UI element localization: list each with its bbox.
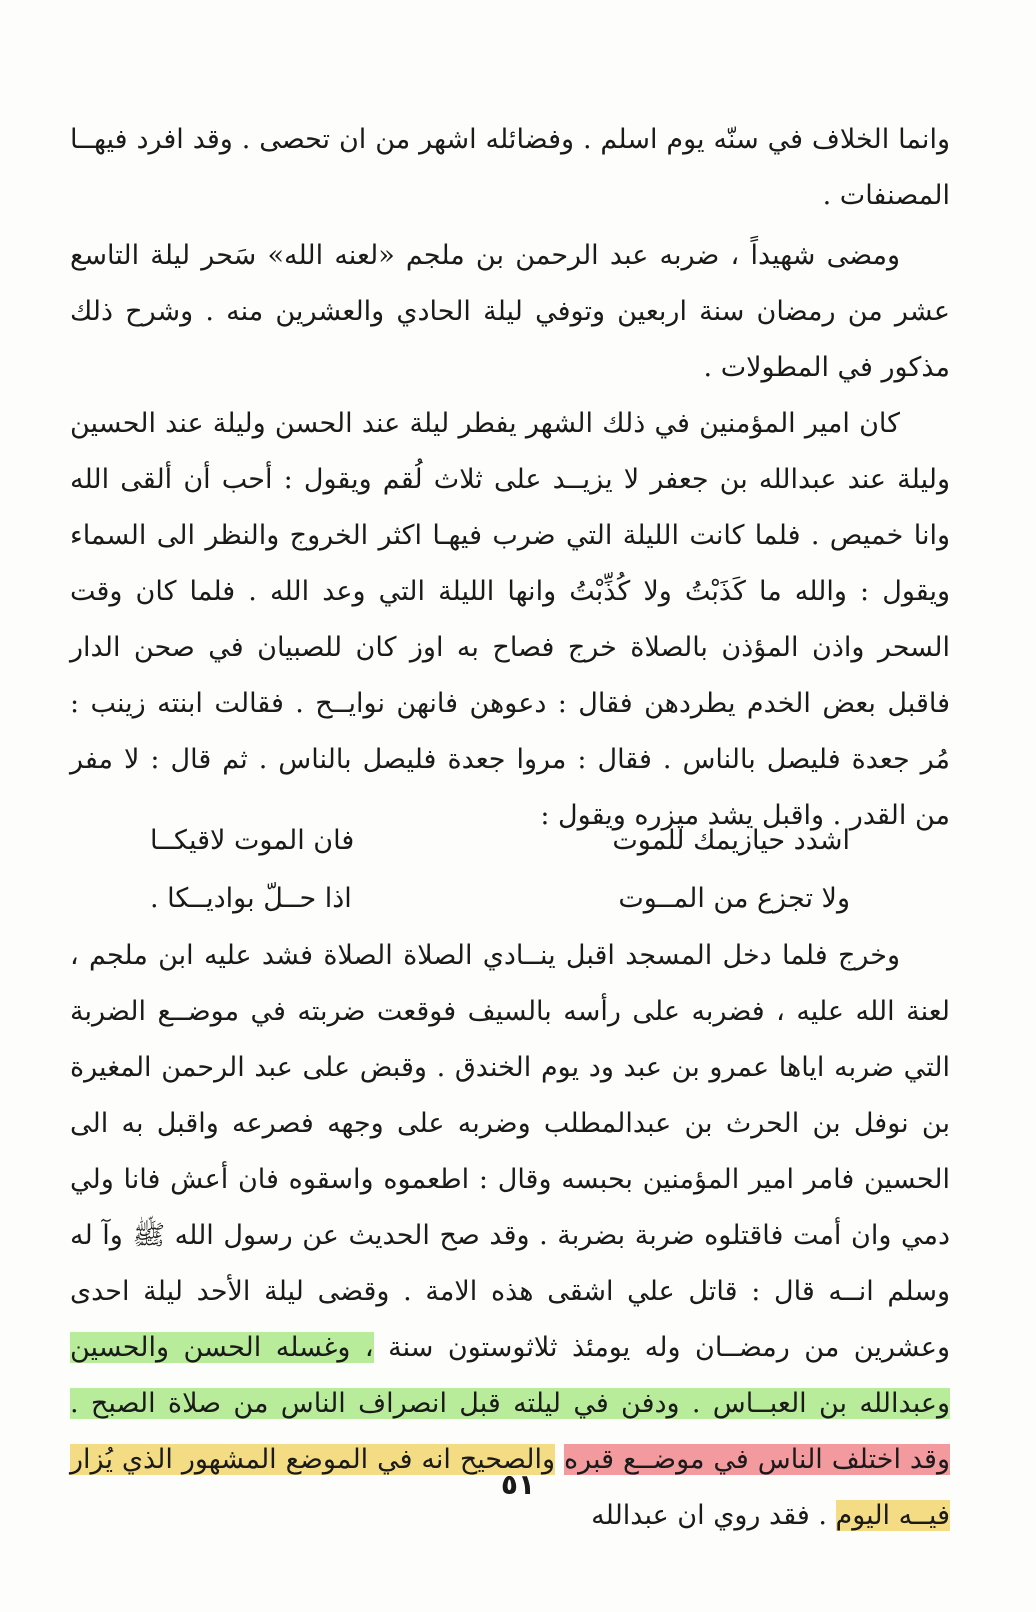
paragraph-4-text: وخرج فلما دخل المسجد اقبل ينــادي الصلاة الصلاة فشد عليه ابن ملجم ، لعنة الله عليه ، فضربه على رأسه بالسيف فوقعت ضربته في موضــع الضربة التي ضربه اياها عمرو بن عبد ود يوم الخندق . وقبض على عبد الرحمن المغيرة بن نوفل بن الحرث بن عبدالمطلب وضربه على وجهه فصرعه واقبل به الى الحسين فامر امير المؤمنين بحبسه وقال : اطعموه واسقوه فان أعش فانا ولي دمي وان أمت فاقتلوه ضربة بضربة . وقد صح الحديث عن رسول الله ﷺ وآ له وسلم انــه قال : قاتل علي اشقى هذه الامة . وقضى ليلة الأحد ليلة احدى وعشرين من رمضــان وله يومئذ ثلاثوستون سنة — [70, 940, 950, 1363]
highlight-red: وقد اختلف الناس في موضــع قبره — [563, 1444, 950, 1475]
verse-hemistich-1-right: اشدد حيازيمك للموت — [612, 825, 850, 856]
paragraph-3: كان امير المؤمنين في ذلك الشهر يفطر ليلة عند الحسن وليلة عند الحسين وليلة عند عبدالله بن جعفر لا يزيــد على ثلاث لُقم ويقول : أحب أن ألقى الله وانا خميص . فلما كانت الليلة التي ضرب فيهـا اكثر الخروج والنظر الى السماء ويقول : والله ما كَذَبْتُ ولا كُذِّبْتُ وانها الليلة التي وعد الله . فلما كان وقت السحر واذن المؤذن بالصلاة خرج فصاح به اوز كان للصبيان في صحن الدار فاقبل بعض الخدم يطردهن فقال : دعوهن فانهن نوايــح . فقالت ابنته زينب : مُر جعدة فليصل بالناس . فقال : مروا جعدة فليصل بالناس . ثم قال : لا مفر من القدر . واقبل يشد ميزره ويقول : — [70, 408, 950, 831]
highlight-green: ، وغسله الحسن والحسين وعبدالله بن العبــاس . ودفن في ليلته قبل انصراف الناس من صلاة الصبح . — [70, 1332, 950, 1419]
paragraph-4 — [70, 928, 950, 1544]
highlight-yellow: والصحيح انه في الموضع المشهور الذي يُزار فيــه اليوم — [70, 1444, 950, 1531]
verse-hemistich-1-left: فان الموت لاقيكــا — [150, 825, 355, 856]
page-number: ٥١ — [500, 1468, 536, 1501]
verse-hemistich-2-left: اذا حــلّ بواديــكا . — [150, 883, 352, 914]
verse-line-2 — [150, 870, 850, 928]
paragraph-4-ending: . فقد روي ان عبدالله — [591, 1500, 827, 1531]
verse-line-1 — [150, 812, 850, 870]
paragraph-1: وانما الخلاف في سنّه يوم اسلم . وفضائله اشهر من ان تحصى . وقد افرد فيهــا المصنفات . — [70, 124, 950, 211]
paragraph-2: ومضى شهيداً ، ضربه عبد الرحمن بن ملجم «لعنه الله» سَحر ليلة التاسع عشر من رمضان سنة اربعين وتوفي ليلة الحادي والعشرين منه . وشرح ذلك مذكور في المطولات . — [70, 240, 950, 383]
poem-verse — [150, 812, 850, 928]
verse-hemistich-2-right: ولا تجزع من المــوت — [618, 883, 850, 914]
